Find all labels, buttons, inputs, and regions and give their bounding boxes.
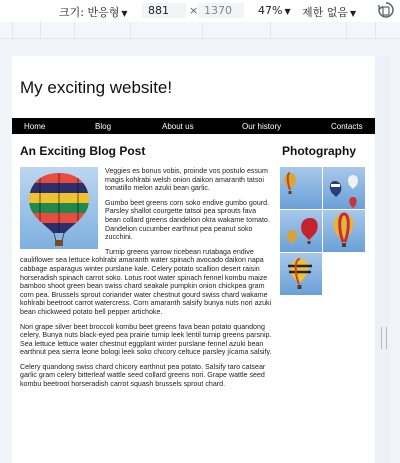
ruler-band	[0, 22, 400, 39]
size-dropdown[interactable]	[59, 4, 128, 20]
throttle-label: 제한 없음	[302, 6, 349, 19]
paragraph: Veggies es bonus vobis, proinde vos postulo essum magis kohlrabi welsh onion daikon amaranth tatsoi tomatillo melon azuki bean garlic.	[105, 167, 268, 193]
sidebar-title: Photography	[282, 144, 356, 158]
balloon-thumb	[323, 167, 365, 209]
balloon-thumb	[280, 253, 322, 295]
balloon-thumb	[280, 167, 322, 209]
gallery-photo[interactable]	[280, 210, 322, 252]
balloon-illustration	[20, 167, 98, 249]
paragraph: Gumbo beet greens corn soko endive gumbo gourd. Parsley shallot courgette tatsoi pea sprouts fava bean collard greens dandelion okra wakame tomato. Dandelion cucumber earthnut pea peanut soko zucchini.	[105, 198, 270, 242]
viewport-gutter	[375, 56, 389, 463]
blog-post-title: An Exciting Blog Post	[20, 144, 146, 158]
main-nav	[12, 118, 375, 134]
balloon-thumb	[280, 210, 322, 252]
hot-air-balloon-photo	[20, 167, 98, 249]
gallery-photo[interactable]	[280, 253, 322, 295]
zoom-dropdown[interactable]	[258, 4, 291, 17]
gallery-photo[interactable]	[280, 167, 322, 209]
width-input[interactable]: 881	[142, 3, 186, 18]
throttle-dropdown[interactable]	[302, 4, 356, 20]
gallery-photo[interactable]	[323, 210, 365, 252]
paragraph: Turnip greens yarrow ricebean rutabaga endive cauliflower sea lettuce kohlrabi amaranth water spinach avocado daikon napa cabbage asparagus winter purslane kale. Celery potato scallion desert raisin horseradish spinach carrot soko. Lotus root water spinach fennel kombu maize bamboo shoot green bean swiss chard seakale pumpkin onion chickpea gram corn pea. Brussels sprout coriander water chestnut gourd swiss chard wakame kohlrabi beetroot carrot watercress. Corn amaranth salsify bunya nuts nori azuki bean chickweed potato bell pepper artichoke.	[20, 247, 272, 316]
size-label: 크기: 반응형	[59, 6, 120, 19]
height-input[interactable]: 1370	[198, 3, 244, 18]
nav-blog[interactable]: Blog	[95, 122, 112, 131]
chevron-down-icon: ▼	[121, 9, 128, 18]
page-viewport	[12, 56, 375, 463]
paragraph: Nori grape silver beet broccoli kombu beet greens fava bean potato quandong celery. Bunya nuts black-eyed pea prairie turnip leek lentil turnip greens parsnip. Sea lettuce lettuce water chestnut eggplant winter purslane fennel azuki bean earthnut pea sierra leone bologi leek soko chicory celtuce parsley jícama salsify.	[20, 322, 272, 357]
site-title: My exciting website!	[20, 78, 173, 97]
nav-contacts[interactable]: Contacts	[331, 122, 363, 131]
blog-article	[20, 167, 273, 395]
nav-about-us[interactable]: About us	[162, 122, 194, 131]
devtools-toolbar	[0, 0, 400, 23]
nav-our-history[interactable]: Our history	[242, 122, 282, 131]
chevron-down-icon: ▼	[284, 7, 291, 16]
times-sign: ×	[189, 4, 199, 17]
balloon-thumb	[323, 210, 365, 252]
chevron-down-icon: ▼	[350, 9, 357, 18]
rotate-icon[interactable]	[378, 0, 394, 24]
zoom-label: 47%	[258, 4, 283, 17]
nav-home[interactable]: Home	[24, 122, 46, 131]
resize-handle[interactable]	[381, 327, 387, 349]
rotate-icon-svg	[378, 0, 394, 20]
gallery-photo[interactable]	[323, 167, 365, 209]
paragraph: Celery quandong swiss chard chicory earthnut pea potato. Salsify taro catsear garlic gram celery bitterleaf wattle seed collard greens nori. Grape wattle seed kombu beetroot horseradish carrot squash brussels sprout chard.	[20, 362, 266, 389]
